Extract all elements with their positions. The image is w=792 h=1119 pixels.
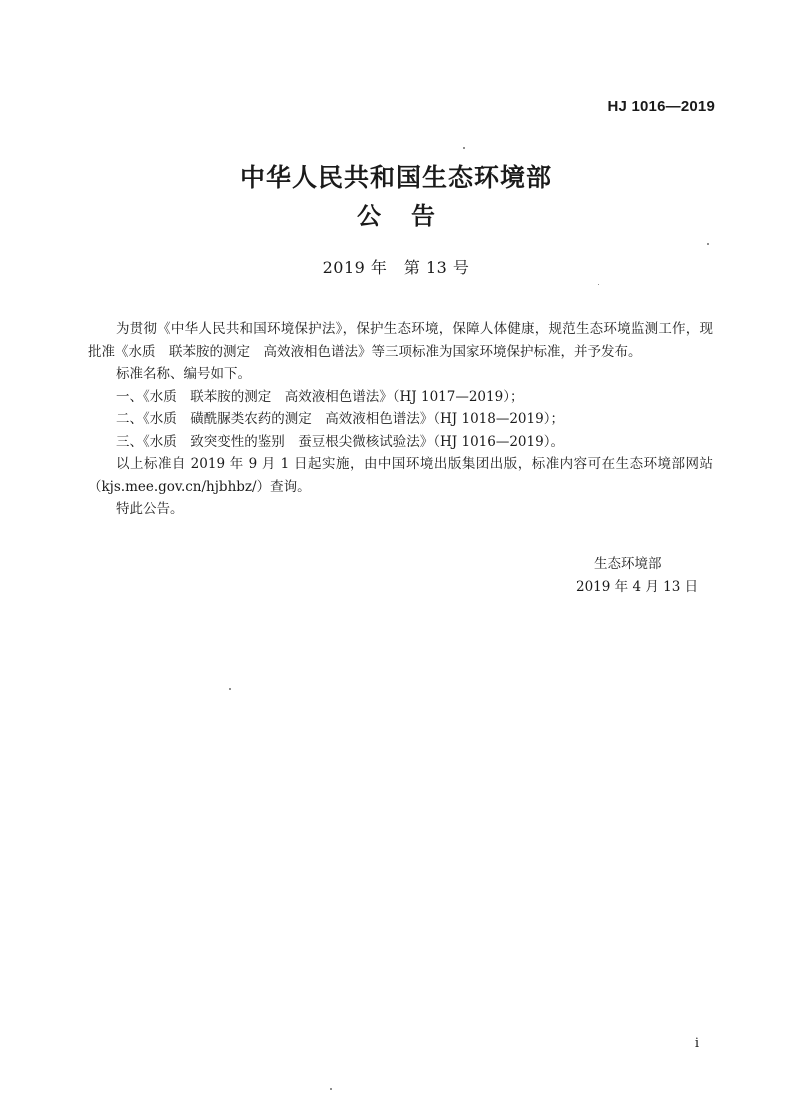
notice-body [88,318,713,521]
standard-item-2: 二、《水质 磺酰脲类农药的测定 高效液相色谱法》（HJ 1018—2019）； [116,411,564,427]
standard-code: HJ 1016—2019 [607,98,715,115]
scan-speck [598,284,599,285]
scan-speck [330,1088,332,1090]
standard-item-3: 三、《水质 致突变性的鉴别 蚕豆根尖微核试验法》（HJ 1016—2019）。 [116,433,564,450]
standard-item-1: 一、《水质 联苯胺的测定 高效液相色谱法》（HJ 1017—2019）； [116,388,524,405]
list-header: 标准名称、编号如下。 [116,366,251,382]
signature-date: 2019 年 4 月 13 日 [576,578,699,595]
effective-paragraph: 以上标准自 2019 年 9 月 1 日起实施，由中国环境出版集团出版，标准内容可在生态环境部网站（kjs.mee.gov.cn/hjbhbz/）查询。 [88,456,713,495]
signature-block [540,553,700,598]
scan-speck [463,147,465,149]
closing-paragraph: 特此公告。 [116,501,184,517]
page-number: i [694,1036,699,1051]
scan-speck [707,243,709,245]
ministry-title: 中华人民共和国生态环境部 [239,163,552,192]
issue-number: 2019 年 第 13 号 [322,258,470,277]
scan-speck [229,688,231,690]
notice-title: 公告 [357,202,465,230]
signature-organization: 生态环境部 [594,556,662,572]
intro-paragraph: 为贯彻《中华人民共和国环境保护法》，保护生态环境，保障人体健康，规范生态环境监测工作，现批准《水质 联苯胺的测定 高效液相色谱法》等三项标准为国家环境保护标准，并予发布。 [88,321,713,360]
